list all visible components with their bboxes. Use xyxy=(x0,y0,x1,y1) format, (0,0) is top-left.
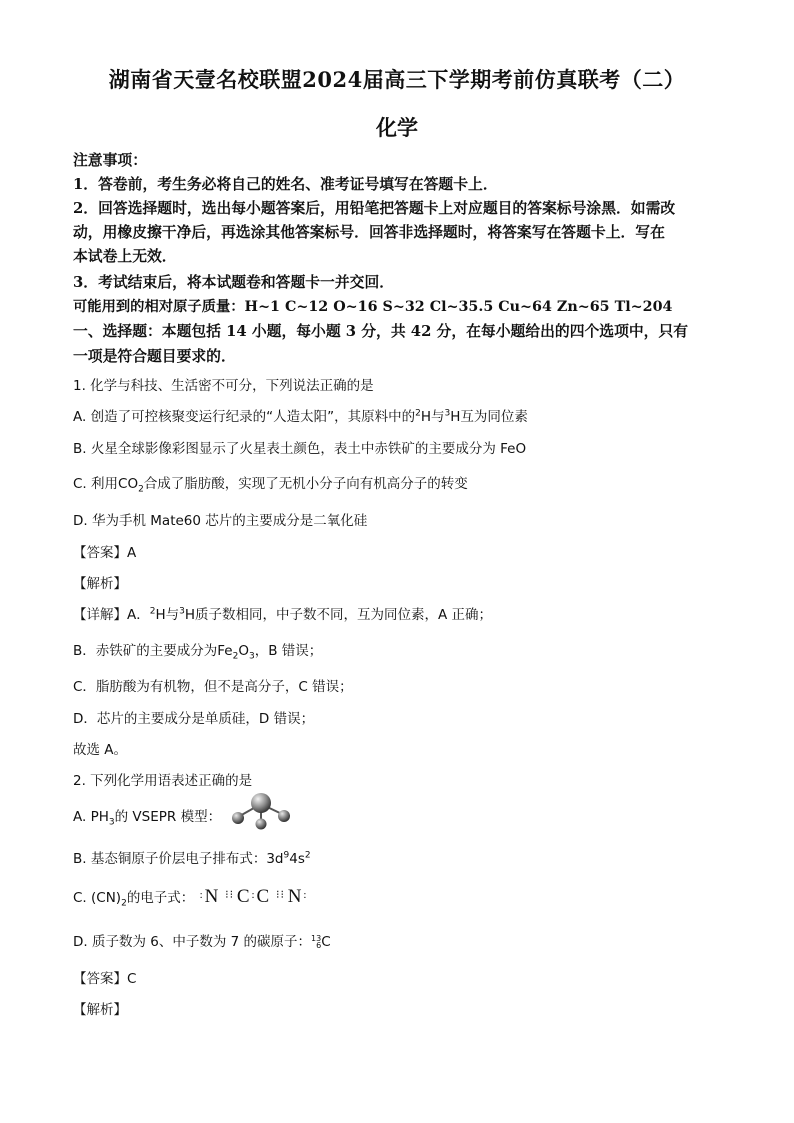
q2-option-d-symbol: C xyxy=(321,934,331,950)
triple-bond-dots: ⁝⁝ xyxy=(275,889,285,902)
lewis-c-1: C xyxy=(236,886,251,907)
q1-detail-mid: 与 xyxy=(165,607,180,623)
q2-option-d-pre: D. 质子数为 6、中子数为 7 的碳原子： xyxy=(73,934,312,950)
q1-answer-tag: 【答案】 xyxy=(73,545,127,561)
q2-answer-value: C xyxy=(127,971,137,987)
notice-heading: 注意事项： xyxy=(73,152,147,169)
q2-answer-tag: 【答案】 xyxy=(73,971,127,987)
q1-detail-c: C．脂肪酸为有机物，但不是高分子，C 错误； xyxy=(73,679,353,695)
q1-option-a-text: A. 创造了可控核聚变运行纪录的“人造太阳”，其原料中的 xyxy=(73,409,416,425)
q2-option-a-post: 的 VSEPR 模型： xyxy=(114,809,222,825)
q1-option-a-isotope-1: H xyxy=(420,409,431,425)
q1-option-a-isotope-2: H xyxy=(450,409,461,425)
q2-option-b: B. 基态铜原子价层电子排布式：$3d^94s^2$ xyxy=(73,850,311,867)
q1-detail-isotope-1: H xyxy=(155,607,166,623)
q1-detail-a-pre: 【详解】A． xyxy=(73,607,150,623)
notice-item-2-line-2: 动，用橡皮擦干净后，再选涂其他答案标号．回答非选择题时，将答案写在答题卡上．写在 xyxy=(73,224,665,241)
q2-option-c-pre: C. xyxy=(73,890,87,906)
q2-option-d xyxy=(73,930,331,950)
q1-option-a: A. 创造了可控核聚变运行纪录的“人造太阳”，其原料中的$^2$H与$^3$H互为同位素 xyxy=(73,408,528,425)
lewis-c-2: C xyxy=(256,886,271,907)
section-heading-line-2: 一项是符合题目要求的． xyxy=(73,348,236,365)
notice-item-2-line-3: 本试卷上无效． xyxy=(73,248,177,265)
q1-option-c-pre: C. 利用 xyxy=(73,476,119,492)
nuclide-numbers: 13 6 xyxy=(311,934,322,950)
subject-title: 化学 xyxy=(376,115,418,140)
lewis-n-1: N xyxy=(204,886,220,907)
q1-stem: 1. 化学与科技、生活密不可分，下列说法正确的是 xyxy=(73,378,374,394)
cyanogen-lewis-structure xyxy=(199,886,309,907)
q1-option-c-post: 合成了脂肪酸，实现了无机小分子向有机高分子的转变 xyxy=(143,476,468,492)
q2-option-b-config-4s: 4s xyxy=(289,851,305,867)
q1-detail-b-formula-fe: Fe xyxy=(217,643,233,659)
q1-answer-value: A xyxy=(127,545,137,561)
q2-answer xyxy=(73,967,136,987)
q1-option-b: B. 火星全球影像彩图显示了火星表土颜色，表土中赤铁矿的主要成分为 FeO xyxy=(73,441,527,457)
q2-option-a: A. $PH_3$的 VSEPR 模型： xyxy=(73,809,222,828)
q1-option-c: C. 利用$CO_2$合成了脂肪酸，实现了无机小分子向有机高分子的转变 xyxy=(73,476,468,495)
triple-bond-dots: ⁝⁝ xyxy=(225,889,235,902)
single-bond-dots: : xyxy=(251,889,256,902)
q1-detail-b: B．赤铁矿的主要成分为$Fe_2O_3$，B 错误； xyxy=(73,643,323,662)
q2-option-c-formula: (CN) xyxy=(91,890,122,906)
page-title: 湖南省天壹名校联盟2024届高三下学期考前仿真联考（二） xyxy=(108,67,686,92)
q1-option-c-formula: CO xyxy=(118,476,139,492)
q2-option-b-config-3d: 3d xyxy=(266,851,284,867)
q1-detail-b-pre: B．赤铁矿的主要成分为 xyxy=(73,643,218,659)
notice-item-1: 1．答卷前，考生务必将自己的姓名、准考证号填写在答题卡上． xyxy=(73,176,498,193)
q1-option-d: D. 华为手机 Mate60 芯片的主要成分是二氧化硅 xyxy=(73,513,368,529)
notice-item-2-line-1: 2．回答选择题时，选出每小题答案后，用铅笔把答题卡上对应题目的答案标号涂黑．如需改 xyxy=(73,200,676,217)
q1-detail-a: 【详解】A．$^2$H与$^3$H质子数相同，中子数不同，互为同位素，A 正确； xyxy=(73,606,493,623)
q2-option-a-formula: PH xyxy=(90,809,109,825)
q2-option-b-pre: B. 基态铜原子价层电子排布式： xyxy=(73,851,267,867)
q1-option-a-mid: 与 xyxy=(430,409,445,425)
q2-option-c: C. $(CN)_2$的电子式： :N ⁝⁝ C:C ⁝⁝ N: xyxy=(73,886,308,909)
atomic-masses: 可能用到的相对原子质量：H~1 C~12 O~16 S~32 Cl~35.5 Cu~64 Zn~65 Tl~204 xyxy=(73,299,673,315)
q1-detail-a-post: 质子数相同，中子数不同，互为同位素，A 正确； xyxy=(195,607,493,623)
q2-option-a-pre: A. xyxy=(73,809,87,825)
lewis-n-2: N xyxy=(287,886,303,907)
q2-option-c-post: 的电子式： xyxy=(126,890,195,906)
vsepr-model-image xyxy=(230,792,292,830)
q1-answer xyxy=(73,541,136,561)
notice-item-3: 3．考试结束后，将本试题卷和答题卡一并交回． xyxy=(73,274,395,291)
q1-detail-isotope-2: H xyxy=(184,607,196,623)
q2-stem: 2. 下列化学用语表述正确的是 xyxy=(73,773,253,789)
q1-conclusion: 故选 A。 xyxy=(73,742,128,758)
section-heading-line-1: 一、选择题：本题包括 14 小题，每小题 3 分，共 42 分，在每小题给出的四个选项中，只有 xyxy=(73,323,689,340)
q1-option-a-post: 互为同位素 xyxy=(460,409,528,425)
q2-analysis-tag: 【解析】 xyxy=(73,1002,127,1018)
q1-detail-d: D．芯片的主要成分是单质硅，D 错误； xyxy=(73,711,315,727)
q1-analysis-tag: 【解析】 xyxy=(73,576,127,592)
q1-detail-b-post: ，B 错误； xyxy=(254,643,323,659)
lone-pair-dots: : xyxy=(199,889,204,902)
q1-detail-b-formula-o: O xyxy=(238,643,249,659)
lone-pair-dots: : xyxy=(303,889,308,902)
